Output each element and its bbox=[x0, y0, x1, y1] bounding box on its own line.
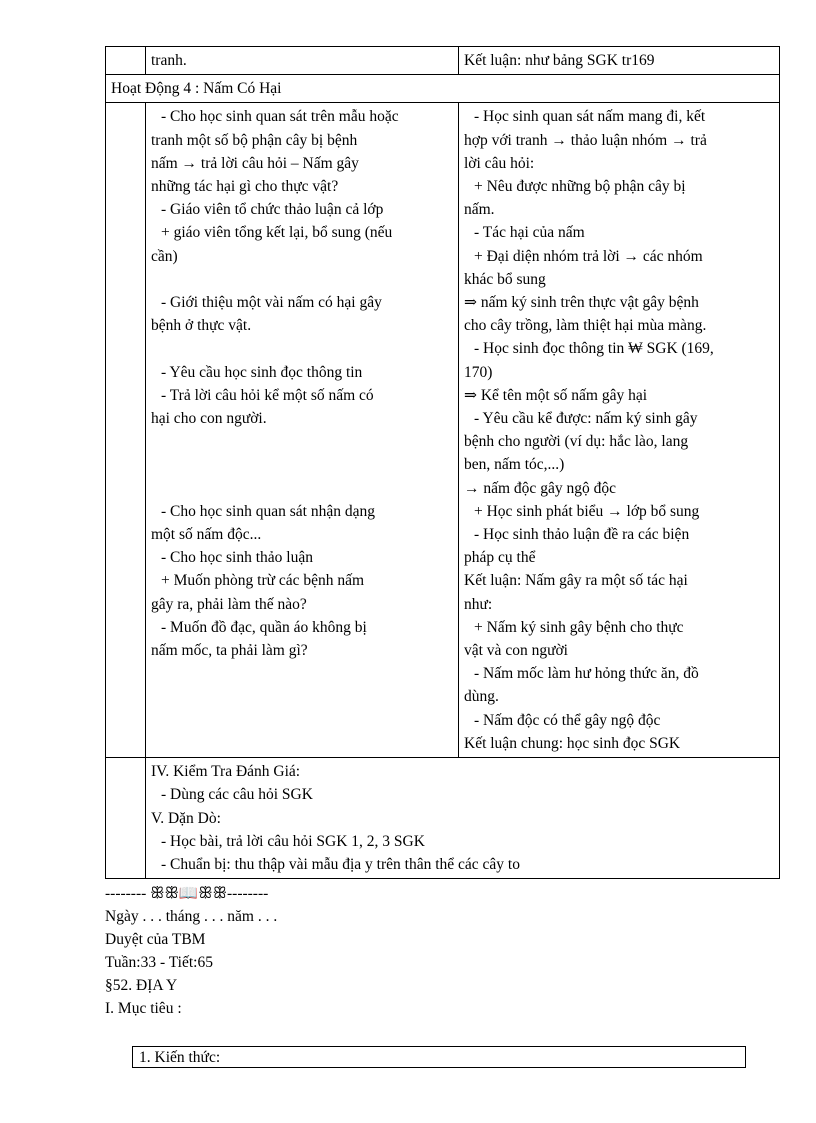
lesson-table bbox=[105, 46, 780, 879]
text-line: bệnh ở thực vật. bbox=[151, 317, 252, 335]
text-line: → nấm độc gây ngộ độc bbox=[464, 479, 616, 497]
text-line: lời câu hỏi: bbox=[464, 154, 535, 172]
blank-line bbox=[151, 477, 453, 500]
text-line: gây ra, phải làm thế nào? bbox=[151, 595, 307, 613]
text-line: bệnh cho người (ví dụ: hắc lào, lang bbox=[464, 433, 689, 451]
text-line: - Yêu cầu kể được: nấm ký sinh gây bbox=[474, 410, 698, 428]
text-line: + Đại diện nhóm trả lời → các nhóm bbox=[474, 247, 703, 265]
text-line: pháp cụ thể bbox=[464, 549, 536, 567]
table-row bbox=[106, 75, 780, 103]
text-line: + Muốn phòng trừ các bệnh nấm bbox=[161, 572, 365, 590]
text-line: - Cho học sinh quan sát nhận dạng bbox=[161, 502, 375, 520]
text-line: những tác hại gì cho thực vật? bbox=[151, 178, 339, 196]
text-line: - Học sinh đọc thông tin ₩ SGK (169, bbox=[474, 340, 714, 358]
student-activities bbox=[459, 103, 780, 758]
blank-line bbox=[151, 337, 453, 360]
text-line: IV. Kiểm Tra Đánh Giá: bbox=[151, 763, 301, 781]
text-line: nấm → trả lời câu hỏi – Nấm gây bbox=[151, 154, 359, 172]
text-line: - Cho học sinh thảo luận bbox=[161, 549, 313, 567]
text-line: - Muốn đồ đạc, quần áo không bị bbox=[161, 618, 367, 636]
text-line: - Giáo viên tổ chức thảo luận cả lớp bbox=[161, 201, 384, 219]
text-line: + Nêu được những bộ phận cây bị bbox=[474, 178, 686, 196]
week-line: Tuần:33 - Tiết:65 bbox=[105, 954, 213, 971]
table-row bbox=[106, 758, 780, 879]
text-line: - Học sinh quan sát nấm mang đi, kết bbox=[474, 108, 706, 126]
text-line: - Nấm mốc làm hư hỏng thức ăn, đồ bbox=[474, 665, 699, 683]
approval-line: Duyệt của TBM bbox=[105, 931, 206, 948]
text-line: khác bổ sung bbox=[464, 270, 546, 288]
blank-line bbox=[151, 430, 453, 453]
knowledge-box: 1. Kiến thức: bbox=[132, 1046, 746, 1068]
lesson-title: §52. ĐỊA Y bbox=[105, 977, 178, 994]
text-line: V. Dặn Dò: bbox=[151, 809, 221, 827]
text-line: - Dùng các câu hỏi SGK bbox=[161, 786, 313, 804]
assessment-cell bbox=[146, 758, 780, 879]
text-line: + Nấm ký sinh gây bệnh cho thực bbox=[474, 618, 684, 636]
text-line: cho cây trồng, làm thiệt hại mùa màng. bbox=[464, 317, 707, 335]
blank-line bbox=[151, 268, 453, 291]
text-line: - Yêu cầu học sinh đọc thông tin bbox=[161, 363, 363, 381]
text-line: - Trả lời câu hỏi kể một số nấm có bbox=[161, 386, 374, 404]
text-line: vật và con người bbox=[464, 642, 568, 660]
text-line: một số nấm độc... bbox=[151, 525, 262, 543]
date-line: Ngày . . . tháng . . . năm . . . bbox=[105, 908, 278, 925]
text-line: - Tác hại của nấm bbox=[474, 224, 585, 242]
text-line: ⇒ nấm ký sinh trên thực vật gây bệnh bbox=[464, 294, 699, 312]
text-line: Kết luận chung: học sinh đọc SGK bbox=[464, 734, 681, 752]
text-line: ⇒ Kể tên một số nấm gây hại bbox=[464, 386, 648, 404]
blank-line bbox=[151, 453, 453, 476]
text-line: + Học sinh phát biểu → lớp bổ sung bbox=[474, 502, 700, 520]
text-line: tranh một số bộ phận cây bị bệnh bbox=[151, 131, 358, 149]
text-line: hại cho con người. bbox=[151, 410, 267, 428]
text-line: - Chuẩn bị: thu thập vài mẫu địa y trên thân thể các cây to bbox=[161, 855, 520, 873]
next-lesson-header bbox=[105, 882, 277, 1020]
student-cell: Kết luận: như bảng SGK tr169 bbox=[459, 47, 780, 75]
margin-cell bbox=[106, 758, 146, 879]
text-line: nấm. bbox=[464, 201, 495, 219]
text-line: dùng. bbox=[464, 688, 499, 706]
table-row bbox=[106, 103, 780, 758]
text-line: nấm mốc, ta phải làm gì? bbox=[151, 642, 308, 659]
table-row bbox=[106, 47, 780, 75]
text-line: - Học bài, trả lời câu hỏi SGK 1, 2, 3 SGK bbox=[161, 832, 425, 850]
text-line: Kết luận: Nấm gây ra một số tác hại bbox=[464, 572, 688, 590]
text-line: hợp với tranh → thảo luận nhóm → trả bbox=[464, 131, 707, 149]
text-line: - Nấm độc có thể gây ngộ độc bbox=[474, 711, 661, 729]
text-line: - Học sinh thảo luận đề ra các biện bbox=[474, 526, 690, 544]
teacher-activities bbox=[146, 103, 459, 758]
teacher-cell: tranh. bbox=[146, 47, 459, 75]
text-line: + giáo viên tổng kết lại, bổ sung (nếu bbox=[161, 224, 393, 242]
text-line: cần) bbox=[151, 247, 178, 265]
margin-cell bbox=[106, 103, 146, 758]
text-line: - Giới thiệu một vài nấm có hại gây bbox=[161, 294, 382, 312]
divider-ornament: -------- ꕥꕥ📖ꕥꕥ-------- bbox=[105, 885, 269, 902]
objectives-heading: I. Mục tiêu : bbox=[105, 1000, 182, 1017]
text-line: 170) bbox=[464, 363, 493, 381]
text-line: như: bbox=[464, 595, 493, 613]
text-line: ben, nấm tóc,...) bbox=[464, 456, 565, 474]
margin-cell bbox=[106, 47, 146, 75]
text-line: - Cho học sinh quan sát trên mẫu hoặc bbox=[161, 108, 399, 126]
section-title: Hoạt Động 4 : Nấm Có Hại bbox=[106, 75, 780, 103]
